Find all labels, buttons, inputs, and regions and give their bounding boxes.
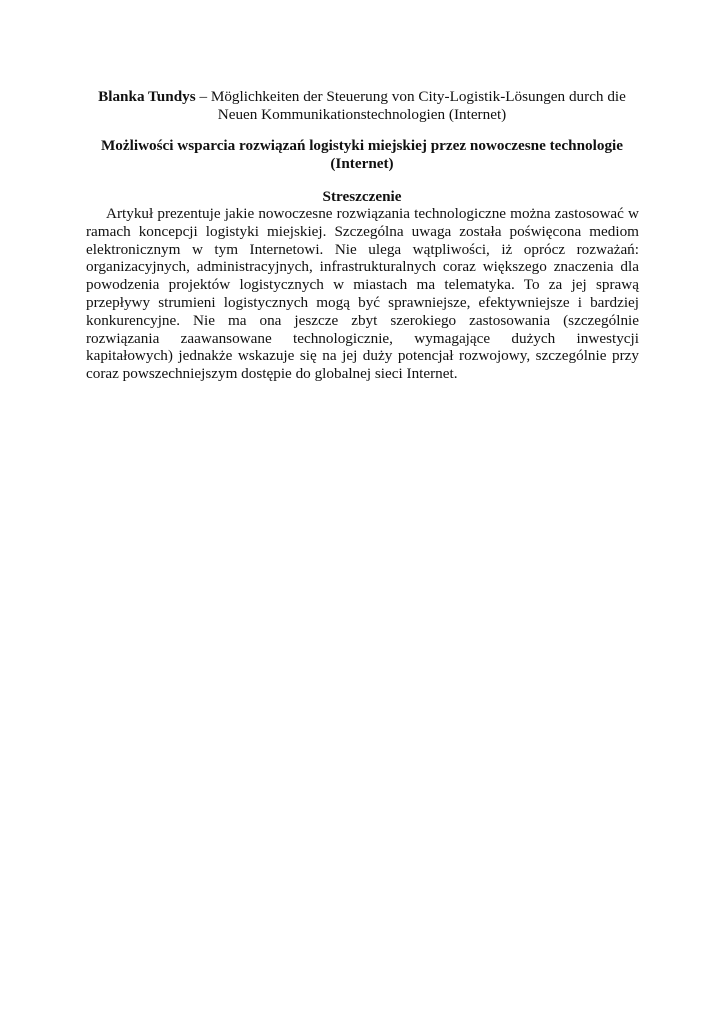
german-title: Möglichkeiten der Steuerung von City-Logistik-Lösungen durch die Neuen Kommunikationstechnologien (Internet) (210, 88, 626, 123)
author-name: Blanka Tundys (98, 88, 196, 105)
abstract-body: Artykuł prezentuje jakie nowoczesne rozwiązania technologiczne można zastosować w ramach koncepcji logistyki miejskiej. Szczególna uwaga została poświęcona mediom elektronicznym w tym Internetowi. Nie ulega wątpliwości, iż oprócz rozważań: organizacyjnych, administracyjnych, infrastrukturalnych coraz większego znaczenia dla powodzenia projektów logistycznych w miastach ma telematyka. To za jej sprawą przepływy strumieni logistycznych mogą być sprawniejsze, efektywniejsze i bardziej konkurencyjne. Nie ma ona jeszcze zbyt szerokiego zastosowania (szczególnie rozwiązania zaawansowane technologicznie, wymagające dużych inwestycji kapitałowych) jednakże wskazuje się na jej duży potencjał rozwojowy, szczególnie przy coraz powszechniejszym dostępie do globalnej sieci Internet. (86, 205, 639, 383)
abstract-heading: Streszczenie (322, 188, 402, 205)
german-title-header (86, 88, 638, 123)
polish-title: Możliwości wsparcia rozwiązań logistyki miejskiej przez nowoczesne technologie (Internet) (100, 137, 624, 172)
title-separator: – (195, 88, 211, 105)
